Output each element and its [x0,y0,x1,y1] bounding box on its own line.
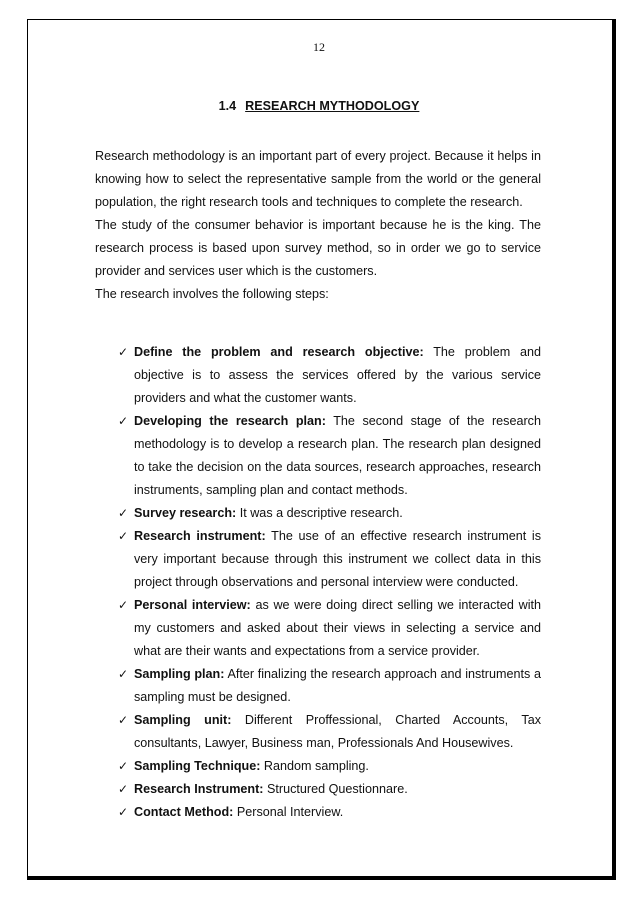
checkmark-icon: ✓ [118,805,129,819]
list-item [118,755,541,778]
step-term: Sampling Technique: [134,759,261,773]
checkmark-icon: ✓ [118,506,129,520]
intro-paragraph-2: The study of the consumer behavior is important because he is the king. The research process is based upon survey method, so in order we go to service provider and services user which is the customers. [95,218,541,278]
checkmark-icon: ✓ [118,667,129,681]
list-item [118,341,541,410]
list-item [118,502,541,525]
checkmark-icon: ✓ [118,345,129,359]
list-item [118,594,541,663]
checkmark-icon: ✓ [118,713,129,727]
list-item [118,525,541,594]
intro-text [95,145,541,306]
step-term: Sampling plan: [134,667,225,681]
step-term: Research Instrument: [134,782,264,796]
checkmark-icon: ✓ [118,759,129,773]
step-text: Structured Questionnare. [263,782,408,796]
checkmark-icon: ✓ [118,782,129,796]
research-steps-list [118,341,541,824]
step-term: Research instrument: [134,529,266,543]
step-text: After finalizing the research approach and instruments a sampling must be designed. [134,667,541,704]
step-term: Contact Method: [134,805,234,819]
step-text: The problem and objective is to assess the services offered by the various service providers and what the customer wants. [134,345,542,405]
step-term: Survey research: [134,506,237,520]
page-number: 12 [313,40,325,54]
list-item [118,778,541,801]
step-text: Random sampling. [260,759,369,773]
intro-paragraph-1: Research methodology is an important part of every project. Because it helps in knowing how to select the representative sample from the world or the general population, the right research tools and techniques to complete the research. [95,149,541,209]
section-heading [0,99,638,113]
step-term: Define the problem and research objective: [134,345,424,359]
step-term: Developing the research plan: [134,414,326,428]
step-term: Personal interview: [134,598,251,612]
intro-paragraph-3: The research involves the following steps: [95,287,329,301]
checkmark-icon: ✓ [118,529,129,543]
list-item [118,801,541,824]
step-term: Sampling unit: [134,713,232,727]
step-text: Different Proffessional, Charted Accounts, Tax consultants, Lawyer, Business man, Professionals And Housewives. [134,713,541,750]
section-number: 1.4 [218,99,237,113]
step-text: The second stage of the research methodology is to develop a research plan. The research plan designed to take the decision on the data sources, research approaches, research instruments, sampling plan and contact methods. [134,414,541,497]
list-item [118,709,541,755]
step-text: as we were doing direct selling we interacted with my customers and asked about their views in selecting a service and what are their wants and expectations from a service provider. [134,598,542,658]
list-item [118,663,541,709]
section-title: RESEARCH MYTHODOLOGY [245,99,420,113]
list-item [118,410,541,502]
checkmark-icon: ✓ [118,598,129,612]
step-text: Personal Interview. [233,805,344,819]
checkmark-icon: ✓ [118,414,129,428]
step-text: It was a descriptive research. [236,506,403,520]
step-text: The use of an effective research instrument is very important because through this instrument we collect data in this project through observations and personal interview were conducted. [134,529,541,589]
